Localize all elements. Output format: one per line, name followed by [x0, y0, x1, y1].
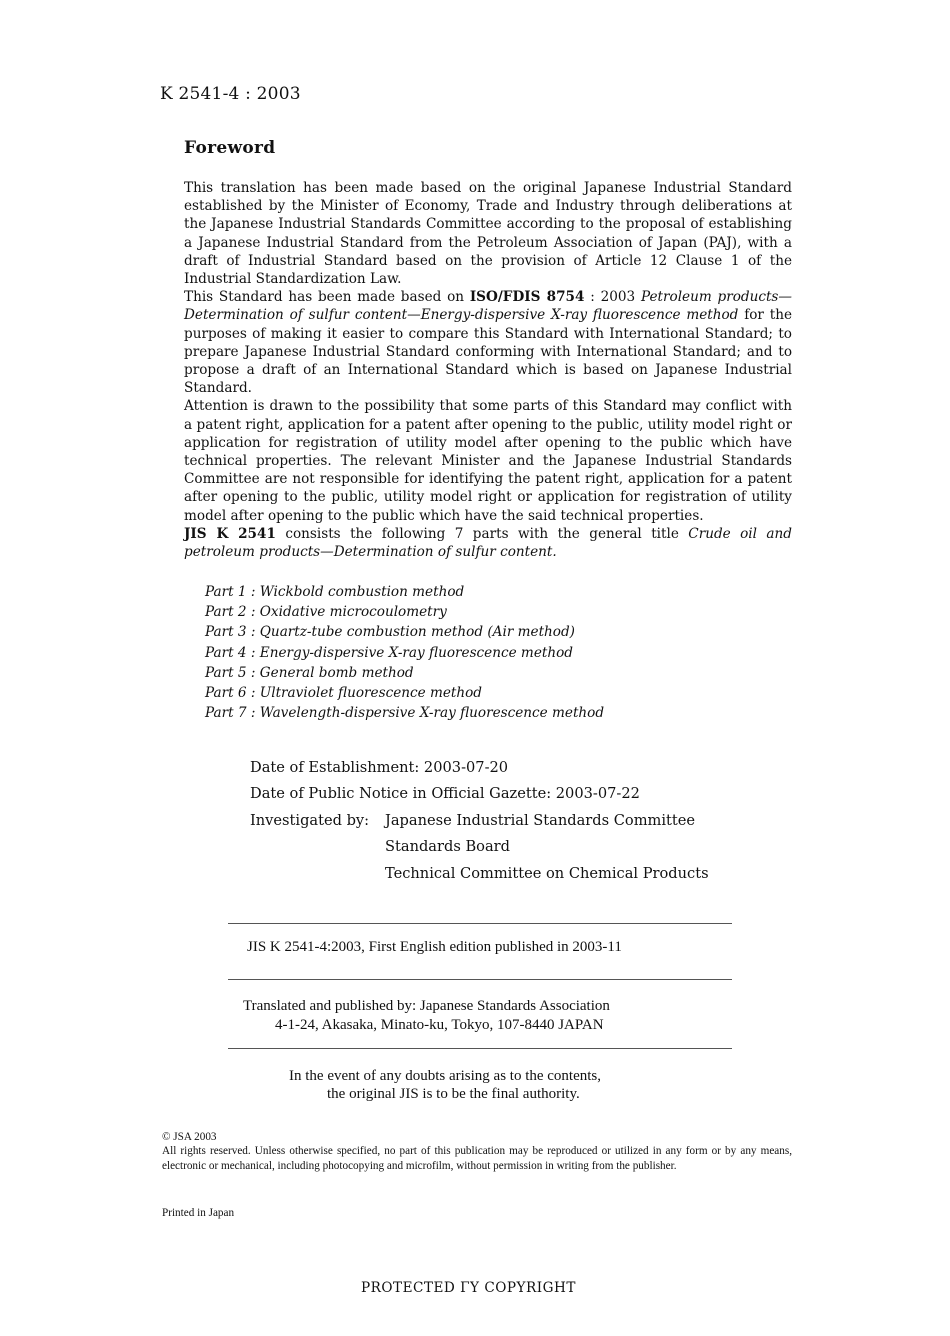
part-item: Part 2 : Oxidative microcoulometry	[205, 604, 447, 621]
rights-statement: All rights reserved. Unless otherwise specified, no part of this publication may be reproduced or utilized in any form or by any means, electronic or mechanical, including photocopying and microfilm, without permission in writing from the publisher.	[162, 1145, 792, 1172]
investigator-item: Japanese Industrial Standards Committee	[385, 812, 696, 829]
publisher-address: 4-1-24, Akasaka, Minato-ku, Tokyo, 107-8440 JAPAN	[275, 1017, 604, 1033]
edition-line: JIS K 2541-4:2003, First English edition published in 2003-11	[247, 939, 622, 955]
establishment-date: Date of Establishment: 2003-07-20	[250, 759, 509, 776]
part-item: Part 1 : Wickbold combustion method	[205, 584, 465, 600]
copyright-notice: © JSA 2003	[162, 1131, 217, 1143]
para2-lead: This Standard has been made based on	[184, 289, 470, 306]
investigator-item: Standards Board	[385, 838, 510, 855]
paragraph-parts-intro	[184, 525, 792, 561]
part-item: Part 6 : Ultraviolet fluorescence method	[205, 685, 483, 702]
part-item: Part 3 : Quartz-tube combustion method (Air method)	[205, 624, 575, 641]
divider	[228, 979, 732, 980]
part-item: Part 5 : General bomb method	[205, 664, 414, 681]
foreword-heading: Foreword	[184, 138, 276, 158]
foreword-body	[184, 179, 792, 561]
para4-text: consists the following 7 parts with the general title	[275, 525, 689, 542]
gazette-date: Date of Public Notice in Official Gazette: 2003-07-22	[250, 785, 640, 802]
iso-year: : 2003	[584, 289, 641, 306]
printed-in: Printed in Japan	[162, 1207, 235, 1219]
authority-note-line-2: the original JIS is to be the final authority.	[327, 1086, 580, 1102]
investigated-by	[250, 812, 720, 892]
part-item: Part 7 : Wavelength-dispersive X-ray fluorescence method	[205, 705, 605, 722]
jis-reference: JIS K 2541	[184, 525, 276, 542]
iso-reference: ISO/FDIS 8754	[469, 289, 585, 306]
general-title: Crude oil and petroleum products—Determination of sulfur content.	[184, 525, 792, 561]
investigated-label: Investigated by:	[250, 812, 370, 829]
parts-list	[205, 582, 604, 723]
paragraph-iso-basis	[184, 288, 792, 397]
para2-rest: for the purposes of making it easier to compare this Standard with International Standard; to prepare Japanese Industrial Standard conforming with International Standard; and to propose a draft of an International Standard which is based on Japanese Industrial Standard.	[184, 307, 793, 397]
iso-title: Petroleum products—Determination of sulfur content—Energy-dispersive X-ray fluorescence method	[184, 289, 792, 324]
protected-footer: PROTECTED ΓY COPYRIGHT	[361, 1280, 576, 1296]
divider	[228, 1048, 732, 1049]
paragraph-translation-basis: This translation has been made based on the original Japanese Industrial Standard established by the Minister of Economy, Trade and Industry through deliberations at the Japanese Industrial Standards Committee according to the proposal of establishing a Japanese Industrial Standard from the Petroleum Association of Japan (PAJ), with a draft of Industrial Standard based on the provision of Article 12 Clause 1 of the Industrial Standardization Law.	[184, 180, 792, 288]
part-item: Part 4 : Energy-dispersive X-ray fluorescence method	[205, 644, 573, 661]
publisher-line: Translated and published by: Japanese Standards Association	[243, 998, 610, 1014]
divider	[228, 923, 732, 924]
paragraph-patent-notice: Attention is drawn to the possibility that some parts of this Standard may conflict with a patent right, application for a patent after opening to the public, utility model right or application for registration of utility model after opening to the public which have technical properties. The relevant Minister and the Japanese Industrial Standards Committee are not responsible for identifying the patent right, application for a patent after opening to the public, utility model right or application for registration of utility model after opening to the public which have the said technical properties.	[184, 398, 792, 524]
investigator-item: Technical Committee on Chemical Products	[385, 865, 709, 882]
authority-note-line-1: In the event of any doubts arising as to the contents,	[289, 1068, 602, 1084]
document-id: K 2541-4 : 2003	[160, 84, 301, 104]
